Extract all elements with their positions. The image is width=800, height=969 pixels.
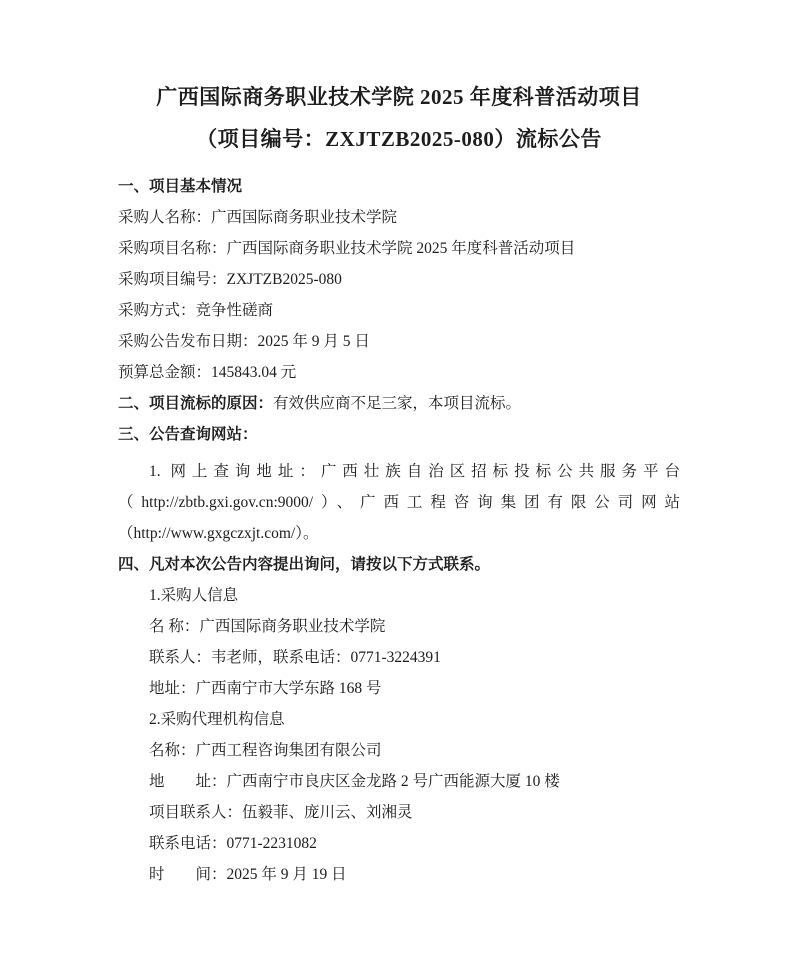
document-body — [118, 171, 680, 890]
section-1-heading: 一、项目基本情况 — [118, 178, 243, 195]
agency-phone: 联系电话：0771-2231082 — [149, 835, 317, 852]
budget-total-line: 预算总金额：145843.04 元 — [118, 364, 297, 381]
agency-info-title: 2.采购代理机构信息 — [149, 711, 285, 728]
document-title — [118, 76, 680, 160]
section-3-heading: 三、公告查询网站： — [118, 426, 258, 443]
title-line-2: （项目编号：ZXJTZB2025-080）流标公告 — [196, 127, 602, 151]
purchaser-name: 名 称：广西国际商务职业技术学院 — [149, 618, 386, 635]
agency-contacts: 项目联系人：伍毅菲、庞川云、刘湘灵 — [149, 804, 413, 821]
purchaser-address: 地址：广西南宁市大学东路 168 号 — [149, 680, 382, 697]
project-number-line: 采购项目编号：ZXJTZB2025-080 — [118, 271, 342, 288]
announcement-date-line: 采购公告发布日期：2025 年 9 月 5 日 — [118, 333, 370, 350]
title-line-1: 广西国际商务职业技术学院 2025 年度科普活动项目 — [156, 85, 642, 109]
purchaser-info-title: 1.采购人信息 — [149, 587, 239, 604]
project-name-line: 采购项目名称：广西国际商务职业技术学院 2025 年度科普活动项目 — [118, 240, 576, 257]
section-4-heading: 四、凡对本次公告内容提出询问，请按以下方式联系。 — [118, 556, 491, 573]
purchaser-contact: 联系人：韦老师，联系电话：0771-3224391 — [149, 649, 441, 666]
agency-date: 时 间：2025 年 9 月 19 日 — [149, 866, 347, 883]
section-2-line — [118, 388, 680, 419]
web-query-line-3: （http://www.gxgczxjt.com/）。 — [118, 525, 319, 542]
procurement-method-line: 采购方式：竞争性磋商 — [118, 302, 274, 319]
section-2-reason-text: 有效供应商不足三家，本项目流标。 — [273, 395, 522, 412]
web-query-line-1: 1. 网上查询地址：广西壮族自治区招标投标公共服务平台 — [149, 463, 680, 480]
agency-address: 地 址：广西南宁市良庆区金龙路 2 号广西能源大厦 10 楼 — [149, 773, 560, 790]
web-query-line-2: （http://zbtb.gxi.gov.cn:9000/）、广西工程咨询集团有限公司网站 — [118, 494, 680, 511]
agency-name: 名称：广西工程咨询集团有限公司 — [149, 742, 382, 759]
section-2-heading: 二、项目流标的原因： — [118, 395, 274, 412]
purchaser-name-line: 采购人名称：广西国际商务职业技术学院 — [118, 209, 398, 226]
